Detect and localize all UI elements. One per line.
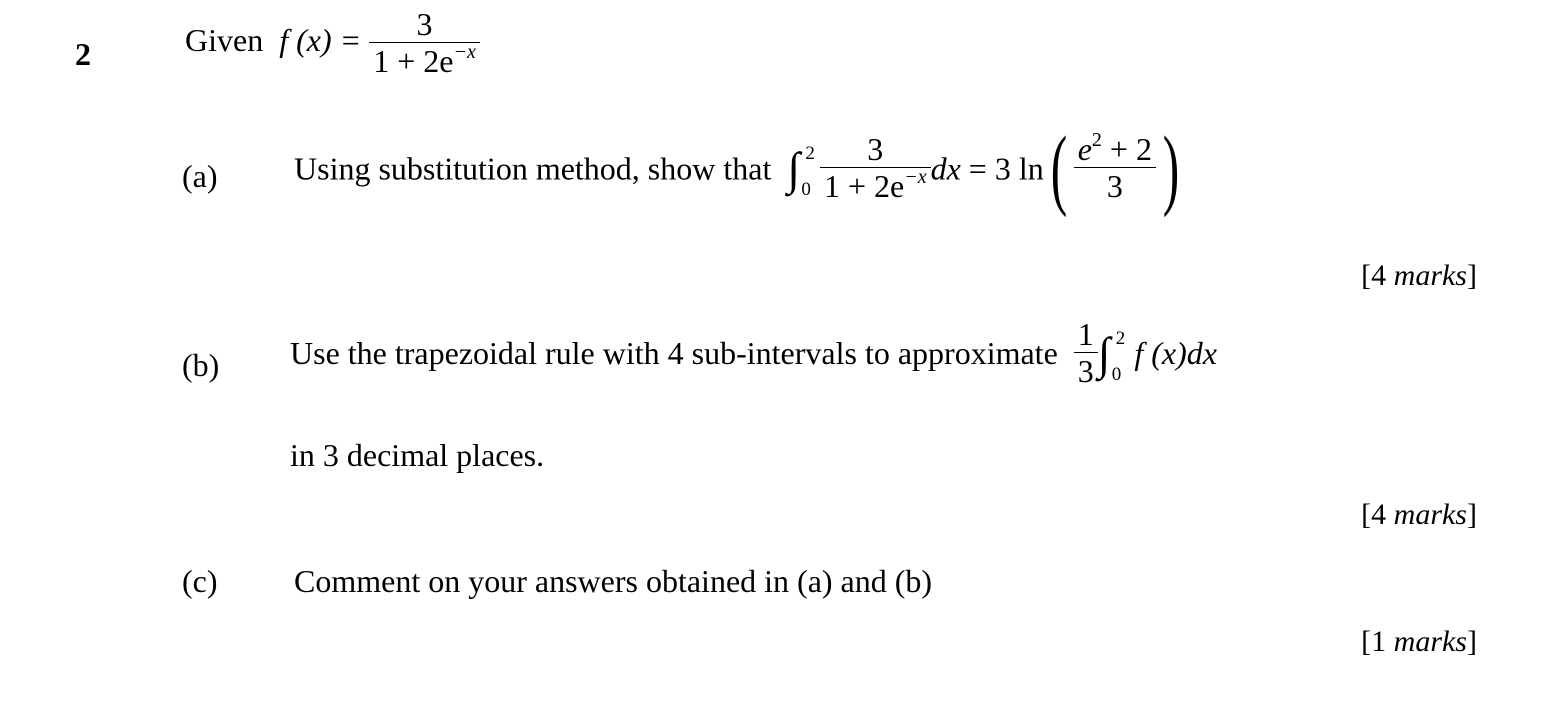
marks-number: 4 [1371, 259, 1387, 292]
part-c-label: (c) [182, 563, 218, 599]
marks-word: marks [1393, 259, 1467, 292]
function-numerator: 3 [416, 6, 433, 42]
rhs-denominator: 3 [1074, 167, 1156, 205]
upper-limit: 2 [1115, 327, 1126, 349]
part-b-continuation: in 3 decimal places. [290, 437, 545, 473]
right-paren-icon: ) [1162, 119, 1180, 218]
left-paren-icon: ( [1050, 119, 1067, 218]
marks-number: 4 [1371, 498, 1387, 531]
marks-word: marks [1393, 625, 1467, 658]
integrand-numerator: 3 [867, 131, 884, 168]
rhs-e: e [1077, 131, 1092, 168]
marks-word: marks [1393, 498, 1467, 531]
integral-sign-icon: ∫ 2 0 [1097, 327, 1126, 385]
denominator-base: 1 + 2e [373, 42, 454, 79]
differential: dx [930, 150, 961, 187]
part-a-statement [294, 119, 1186, 218]
upper-limit: 2 [805, 143, 815, 164]
integrand-denominator-base: 1 + 2e [823, 167, 905, 204]
rhs-tail: + 2 [1101, 131, 1152, 168]
lower-limit: 0 [801, 179, 811, 200]
rhs-numerator [1074, 129, 1156, 168]
rhs-fraction [1074, 129, 1156, 204]
integrand-fraction [820, 133, 931, 204]
function-fraction [369, 8, 480, 79]
part-c-marks: [1 marks] [1361, 625, 1477, 658]
integrand-denominator-exponent: −x [904, 165, 927, 188]
given-statement [185, 8, 480, 79]
part-a-marks: [4 marks] [1361, 259, 1477, 292]
function-lhs: f (x) = [279, 22, 362, 59]
part-c-text: Comment on your answers obtained in (a) and (b) [294, 563, 933, 599]
coefficient-fraction [1074, 318, 1098, 389]
function-denominator [369, 42, 480, 80]
part-b-text: Use the trapezoidal rule with 4 sub-intervals to approximate [290, 335, 1058, 372]
part-b-label: (b) [182, 347, 220, 383]
coefficient-numerator: 1 [1077, 316, 1094, 352]
part-a-text: Using substitution method, show that [294, 150, 772, 187]
question-number: 2 [75, 36, 91, 72]
rhs-exponent: 2 [1091, 129, 1102, 152]
denominator-exponent: −x [453, 40, 476, 63]
equals-ln: = 3 ln [968, 150, 1044, 187]
lower-limit: 0 [1111, 363, 1122, 385]
given-label: Given [185, 22, 264, 59]
coefficient-denominator: 3 [1074, 352, 1098, 390]
part-b-statement [290, 318, 1217, 389]
part-b-marks: [4 marks] [1361, 498, 1477, 531]
part-a-label: (a) [182, 158, 218, 194]
marks-number: 1 [1371, 625, 1387, 658]
integrand-denominator [820, 167, 931, 205]
integral-sign-icon: ∫ 2 0 [787, 143, 815, 200]
integrand: f (x)dx [1134, 335, 1217, 372]
